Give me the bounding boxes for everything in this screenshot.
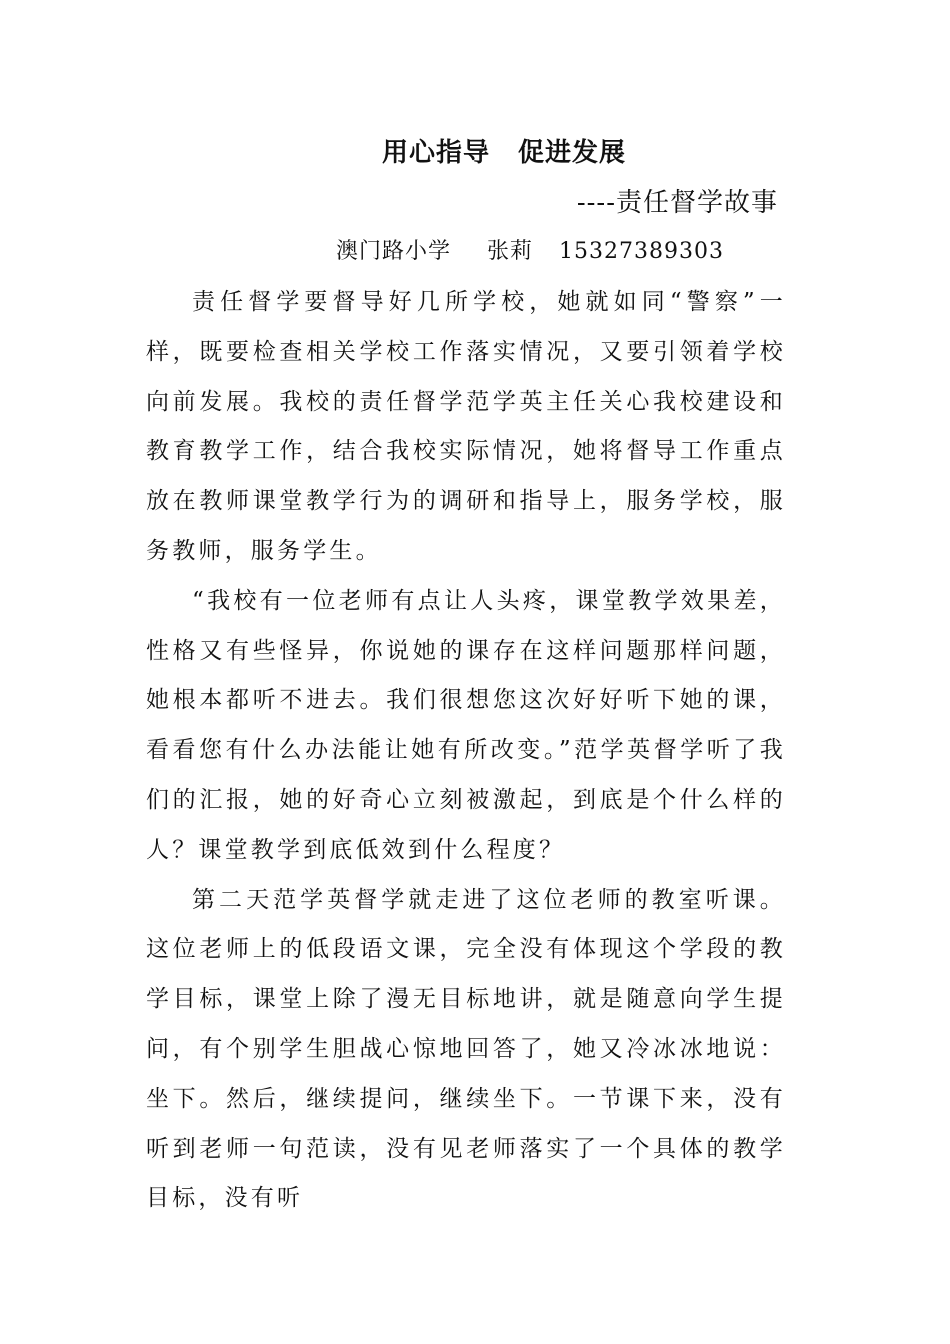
paragraph-1: 责任督学要督导好几所学校，她就如同“警察”一样，既要检查相关学校工作落实情况，又要引领着学校向前发展。我校的责任督学范学英主任关心我校建设和教育教学工作，结合我校实际情况，她将督导工作重点放在教师课堂教学行为的调研和指导上，服务学校，服务教师，服务学生。 bbox=[146, 289, 786, 564]
document-body bbox=[146, 278, 786, 1224]
author-phone: 15327389303 bbox=[559, 239, 724, 264]
document-title bbox=[0, 132, 950, 169]
paragraph-2: “我校有一位老师有点让人头疼，课堂教学效果差，性格又有些怪异，你说她的课存在这样问题那样问题，她根本都听不进去。我们很想您这次好好听下她的课，看看您有什么办法能让她有所改变。”范学英督学听了我们的汇报，她的好奇心立刻被激起，到底是个什么样的人？课堂教学到底低效到什么程度？ bbox=[146, 587, 786, 863]
document-subtitle: ----责任督学故事 bbox=[576, 188, 778, 218]
title-part-2: 促进发展 bbox=[518, 138, 627, 168]
paragraph-3: 第二天范学英督学就走进了这位老师的教室听课。这位老师上的低段语文课，完全没有体现这个学段的教学目标，课堂上除了漫无目标地讲，就是随意向学生提问，有个别学生胆战心惊地回答了，她又冷冰冰地说：坐下。然后，继续提问，继续坐下。一节课下来，没有听到老师一句范读，没有见老师落实了一个具体的教学目标，没有听 bbox=[146, 886, 786, 1212]
title-part-1: 用心指导 bbox=[381, 138, 490, 168]
school-name: 澳门路小学 bbox=[336, 239, 452, 264]
author-name: 张莉 bbox=[487, 239, 534, 264]
author-line bbox=[336, 234, 724, 265]
